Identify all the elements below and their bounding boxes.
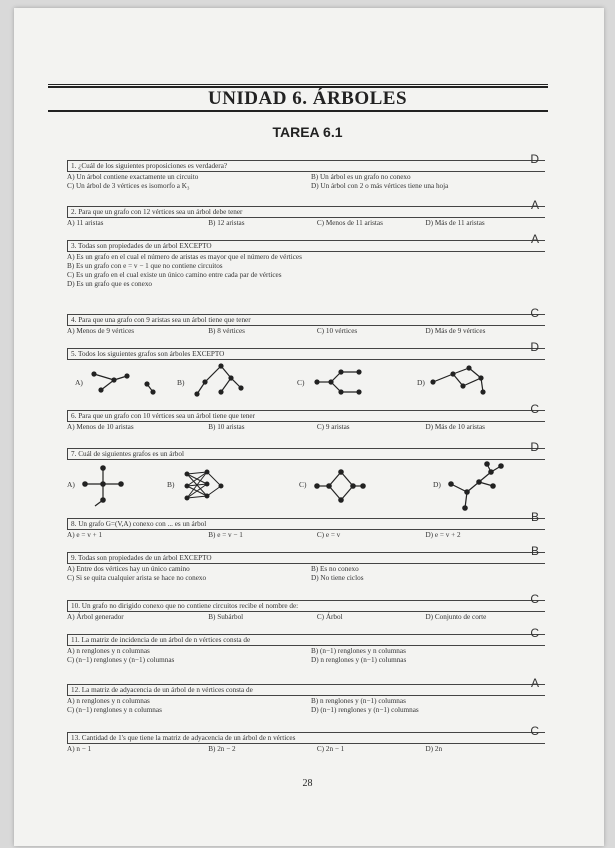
question-text: 12. La matriz de adyacencia de un árbol de n vértices consta de <box>71 686 253 694</box>
question-8 <box>67 510 545 540</box>
question-7 <box>67 440 545 516</box>
option-d: D) No tiene ciclos <box>311 574 364 582</box>
option-b-label: B) <box>177 378 185 387</box>
graph-a-diagram <box>81 464 127 510</box>
option-d: D) 2n <box>425 745 443 753</box>
question-3 <box>67 232 545 289</box>
option-c: C) 10 vértices <box>316 327 358 335</box>
question-text: 5. Todos los siguientes grafos son árboles EXCEPTO <box>71 350 225 358</box>
option-b: B) Es un grafo con e = v − 1 que no contiene circuitos <box>67 262 223 270</box>
answer-mark: D <box>530 152 541 166</box>
page-number: 28 <box>302 778 313 789</box>
option-a: A) n renglones y n columnas <box>67 697 150 705</box>
answer-mark: A <box>530 232 541 246</box>
option-d: D) Es un grafo que es conexo <box>67 280 153 288</box>
answer-mark: C <box>530 626 541 640</box>
option-a: A) n − 1 <box>67 745 92 753</box>
top-rule-thin <box>48 84 548 85</box>
option-c: C) Es un grafo en el cual existe un único camino entre cada par de vértices <box>67 271 282 279</box>
option-b: B) 12 aristas <box>208 219 245 227</box>
answer-mark: B <box>530 510 541 524</box>
option-c-label: C) <box>297 378 305 387</box>
option-a: A) Es un grafo en el cual el número de aristas es mayor que el número de vértices <box>67 253 302 261</box>
option-b: B) 2n − 2 <box>208 745 236 753</box>
option-a: A) Menos de 9 vértices <box>67 327 135 335</box>
question-6 <box>67 402 545 432</box>
graph-c-diagram <box>313 466 367 510</box>
graph-d-diagram <box>429 364 489 398</box>
answer-mark: C <box>530 402 541 416</box>
question-text: 7. Cuál de siguientes grafos es un árbol <box>71 450 184 458</box>
option-a: A) Árbol generador <box>67 613 124 621</box>
option-b-label: B) <box>167 480 175 489</box>
question-2 <box>67 198 545 228</box>
graph-b-diagram <box>181 466 231 510</box>
question-text: 8. Un grafo G=(V,A) conexo con ... es un árbol <box>71 520 207 528</box>
option-c: C) Árbol <box>316 613 343 621</box>
question-12 <box>67 676 545 715</box>
option-d: D) e = v + 2 <box>425 531 461 539</box>
answer-mark: C <box>530 592 541 606</box>
option-a: A) e = v + 1 <box>67 531 103 539</box>
option-c: C) Si se quita cualquier arista se hace no conexo <box>67 574 207 582</box>
question-text: 13. Cantidad de 1's que tiene la matriz de adyacencia de un árbol de n vértices <box>71 734 296 742</box>
option-a: A) 11 aristas <box>67 219 104 227</box>
option-d: D) Un árbol con 2 o más vértices tiene una hoja <box>311 182 449 190</box>
option-c: C) Menos de 11 aristas <box>316 219 383 227</box>
option-c: C) 2n − 1 <box>316 745 345 753</box>
graph-options <box>67 462 545 516</box>
option-c: C) (n−1) renglones y n columnas <box>67 706 162 714</box>
graph-b-diagram <box>191 362 251 400</box>
graph-options <box>67 362 545 402</box>
option-d: D) Más de 9 vértices <box>425 327 486 335</box>
option-b: B) n renglones y (n−1) columnas <box>311 697 406 705</box>
option-b: B) 8 vértices <box>208 327 245 335</box>
question-13 <box>67 724 545 754</box>
question-10 <box>67 592 545 622</box>
option-d-label: D) <box>433 480 441 489</box>
question-text: 10. Un grafo no dirigido conexo que no contiene circuitos recibe el nombre de: <box>71 602 299 610</box>
question-4 <box>67 306 545 336</box>
task-title: TAREA 6.1 <box>272 124 343 140</box>
graph-d-diagram <box>447 462 507 514</box>
option-c: C) Un árbol de 3 vértices es isomorfo a K₃ <box>67 182 190 190</box>
answer-mark: C <box>530 724 541 738</box>
option-c: C) (n−1) renglones y (n−1) columnas <box>67 656 175 664</box>
question-text: 2. Para que un grafo con 12 vértices sea un árbol debe tener <box>71 208 243 216</box>
option-d: D) n renglones y (n−1) columnas <box>311 656 407 664</box>
option-b: B) Subárbol <box>208 613 244 621</box>
option-a-label: A) <box>75 378 83 387</box>
option-d-label: D) <box>417 378 425 387</box>
option-c: C) 9 aristas <box>316 423 350 431</box>
option-d: D) (n−1) renglones y (n−1) columnas <box>311 706 419 714</box>
question-11 <box>67 626 545 665</box>
option-b: B) e = v − 1 <box>208 531 243 539</box>
answer-mark: A <box>530 198 541 212</box>
question-text: 1. ¿Cuál de los siguientes proposiciones es verdadera? <box>71 162 228 170</box>
answer-mark: B <box>530 544 541 558</box>
question-5 <box>67 340 545 402</box>
answer-mark: D <box>530 440 541 454</box>
answer-mark: A <box>530 676 541 690</box>
option-b: B) Es no conexo <box>311 565 359 573</box>
question-text: 9. Todas son propiedades de un árbol EXCEPTO <box>71 554 212 562</box>
graph-a-diagram <box>89 366 159 400</box>
option-a: A) n renglones y n columnas <box>67 647 150 655</box>
question-text: 6. Para que un grafo con 10 vértices sea un árbol tiene que tener <box>71 412 256 420</box>
option-b: B) Un árbol es un grafo no conexo <box>311 173 411 181</box>
option-d: D) Más de 11 aristas <box>425 219 485 227</box>
option-b: B) (n−1) renglones y n columnas <box>311 647 406 655</box>
question-text: 11. La matriz de incidencia de un árbol de n vértices consta de <box>71 636 251 644</box>
option-a-label: A) <box>67 480 75 489</box>
bottom-rule-thick <box>48 110 548 112</box>
answer-mark: C <box>530 306 541 320</box>
option-a: A) Un árbol contiene exactamente un circuito <box>67 173 199 181</box>
option-b: B) 10 aristas <box>208 423 245 431</box>
unit-title: UNIDAD 6. ÁRBOLES <box>207 88 408 109</box>
option-a: A) Entre dos vértices hay un único camino <box>67 565 190 573</box>
answer-mark: D <box>530 340 541 354</box>
question-text: 3. Todas son propiedades de un árbol EXCEPTO <box>71 242 212 250</box>
option-a: A) Menos de 10 aristas <box>67 423 134 431</box>
option-c: C) e = v <box>316 531 341 539</box>
question-9 <box>67 544 545 583</box>
question-text: 4. Para que una grafo con 9 aristas sea un árbol tiene que tener <box>71 316 251 324</box>
option-d: D) Conjunto de corte <box>425 613 487 621</box>
option-c-label: C) <box>299 480 307 489</box>
graph-c-diagram <box>311 366 371 398</box>
option-d: D) Más de 10 aristas <box>425 423 485 431</box>
question-1 <box>67 152 545 191</box>
